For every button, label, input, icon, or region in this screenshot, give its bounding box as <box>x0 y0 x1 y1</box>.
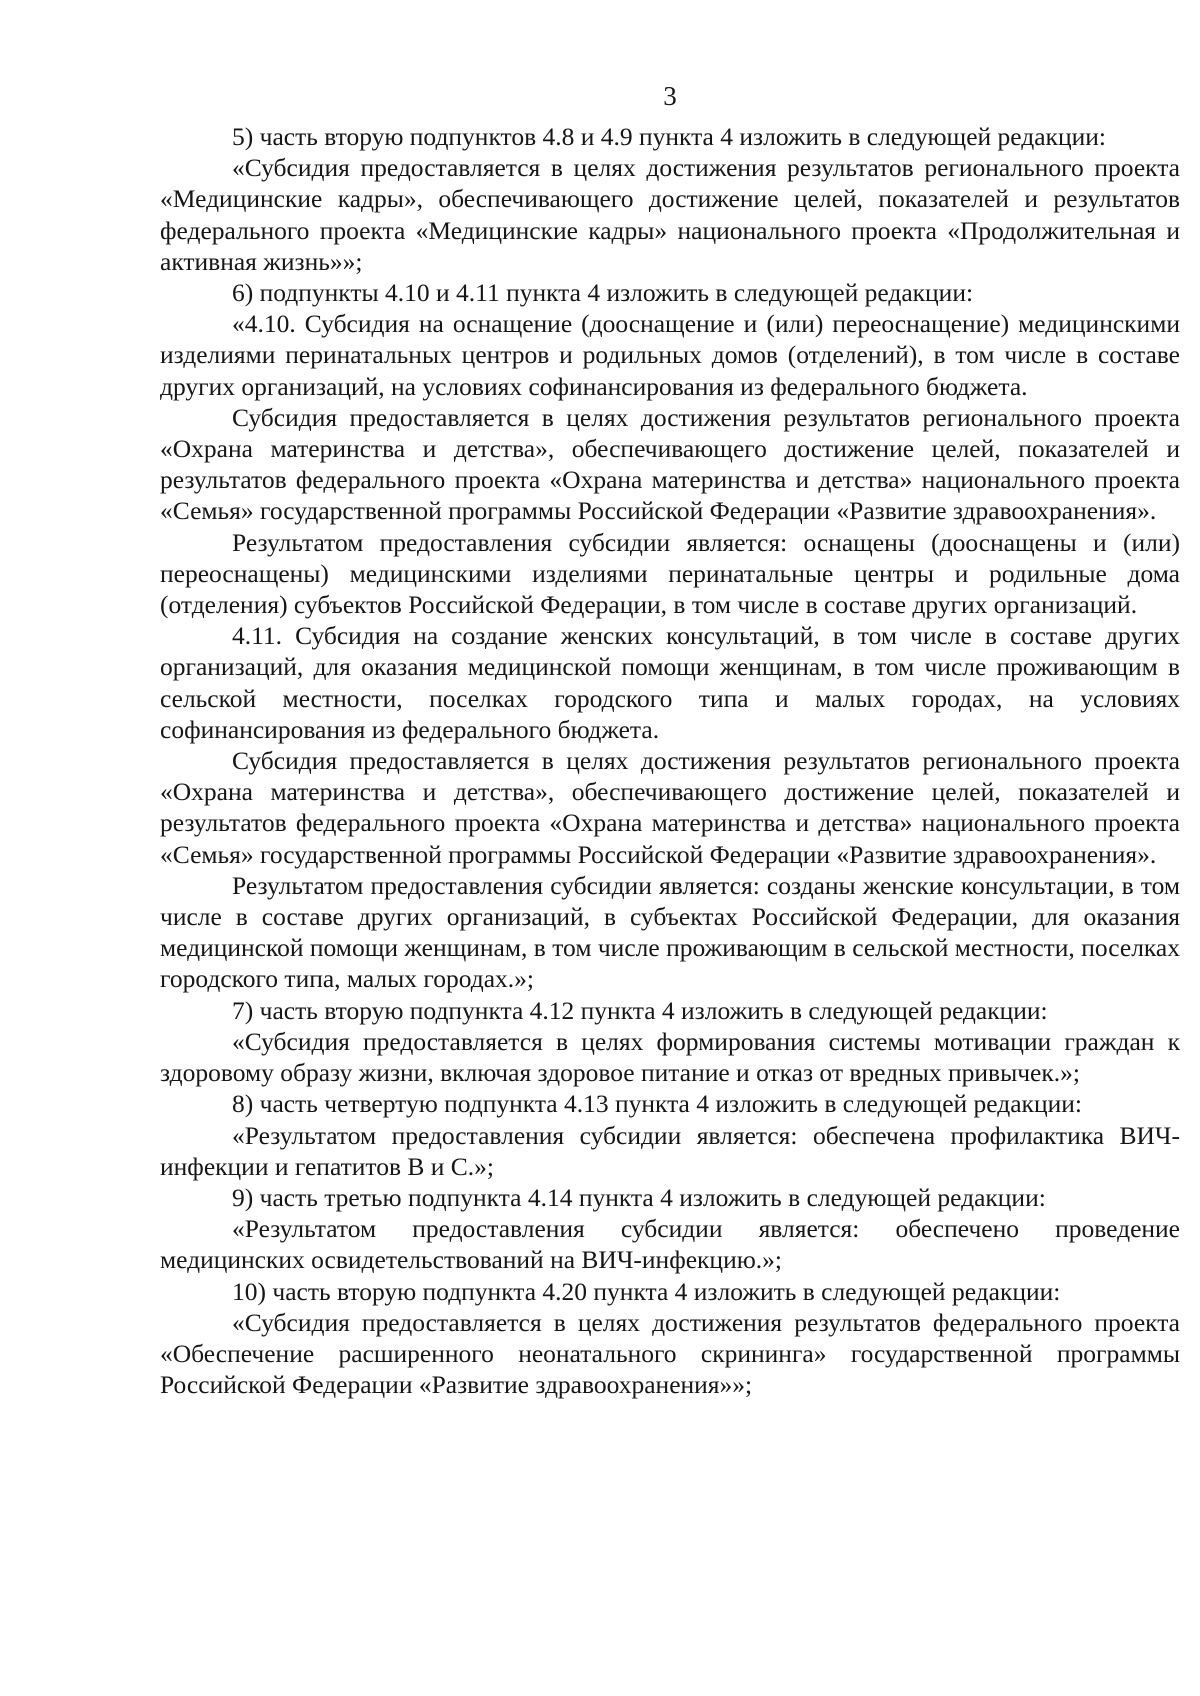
paragraph-quote-4-12: «Субсидия предоставляется в целях формирования системы мотивации граждан к здоровому образу жизни, включая здоровое питание и отказ от вредных привычек.»; <box>160 1026 1180 1088</box>
document-body <box>160 121 1180 1400</box>
paragraph-4-11-result: Результатом предоставления субсидии является: созданы женские консультации, в том числе в составе других организаций, в субъектах Российской Федерации, для оказания медицинской помощи женщинам, в том числе проживающим в сельской местности, поселках городского типа, малых городах.»; <box>160 870 1180 994</box>
paragraph-subclause-4-10: «4.10. Субсидия на оснащение (дооснащение и (или) переоснащение) медицинскими изделиями перинатальных центров и родильных домов (отделений), в том числе в составе других организаций, на условиях софинансирования из федерального бюджета. <box>160 309 1180 401</box>
paragraph-quote-4-8-4-9: «Субсидия предоставляется в целях достижения результатов регионального проекта «Медицинские кадры», обеспечивающего достижение целей, показателей и результатов федерального проекта «Медицинские кадры» национального проекта «Продолжительная и активная жизнь»»; <box>160 153 1180 276</box>
paragraph-quote-4-14: «Результатом предоставления субсидии является: обеспечено проведение медицинских освидетельствований на ВИЧ-инфекцию.»; <box>160 1214 1180 1275</box>
page-number: 3 <box>663 81 677 111</box>
paragraph-item-5: 5) часть вторую подпунктов 4.8 и 4.9 пункта 4 изложить в следующей редакции: <box>232 122 1106 151</box>
paragraph-item-7: 7) часть вторую подпункта 4.12 пункта 4 изложить в следующей редакции: <box>232 995 1048 1025</box>
paragraph-subclause-4-11: 4.11. Субсидия на создание женских консультаций, в том числе в составе других организаций, для оказания медицинской помощи женщинам, в том числе проживающим в сельской местности, поселках городского типа и малых городах, на условиях софинансирования из федерального бюджета. <box>160 621 1180 744</box>
paragraph-quote-4-20: «Субсидия предоставляется в целях достижения результатов федерального проекта «Обеспечение расширенного неонатального скрининга» государственной программы Российской Федерации «Развитие здравоохранения»»; <box>160 1307 1180 1400</box>
paragraph-item-6: 6) подпункты 4.10 и 4.11 пункта 4 изложить в следующей редакции: <box>232 278 974 308</box>
paragraph-item-9: 9) часть третью подпункта 4.14 пункта 4 изложить в следующей редакции: <box>232 1182 1046 1212</box>
paragraph-item-10: 10) часть вторую подпункта 4.20 пункта 4 изложить в следующей редакции: <box>232 1276 1061 1306</box>
paragraph-item-8: 8) часть четвертую подпункта 4.13 пункта 4 изложить в следующей редакции: <box>232 1089 1082 1119</box>
paragraph-4-10-purpose: Субсидия предоставляется в целях достижения результатов регионального проекта «Охрана материнства и детства», обеспечивающего достижение целей, показателей и результатов федерального проекта «Охрана материнства и детства» национального проекта «Семья» государственной программы Российской Федерации «Развитие здравоохранения». <box>160 402 1180 526</box>
paragraph-4-10-result: Результатом предоставления субсидии является: оснащены (дооснащены и (или) переоснащены) медицинскими изделиями перинатальные центры и родильные дома (отделения) субъектов Российской Федерации, в том числе в составе других организаций. <box>160 527 1180 620</box>
paragraph-quote-4-13: «Результатом предоставления субсидии является: обеспечена профилактика ВИЧ-инфекции и гепатитов В и С.»; <box>160 1120 1180 1181</box>
paragraph-4-11-purpose: Субсидия предоставляется в целях достижения результатов регионального проекта «Охрана материнства и детства», обеспечивающего достижение целей, показателей и результатов федерального проекта «Охрана материнства и детства» национального проекта «Семья» государственной программы Российской Федерации «Развитие здравоохранения». <box>160 746 1180 869</box>
